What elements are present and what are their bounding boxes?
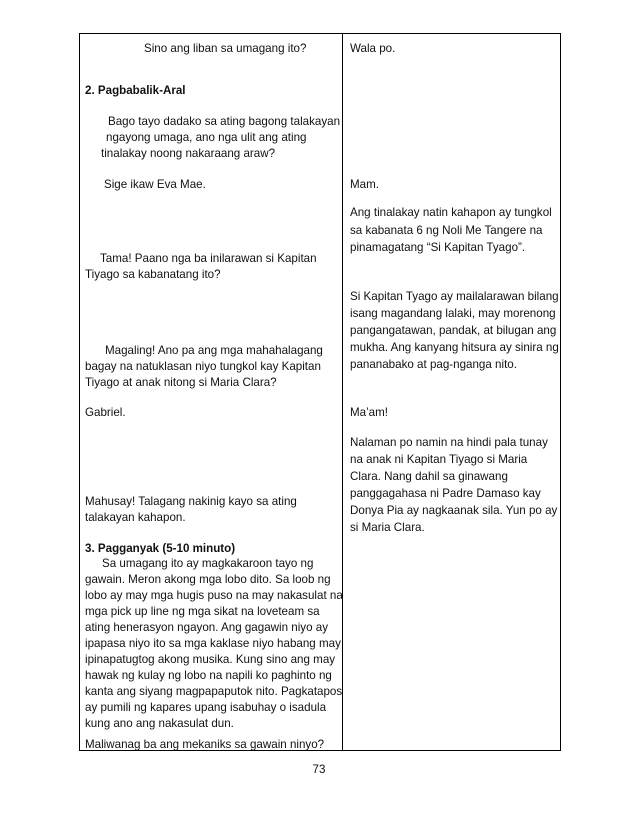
answer-description-line: isang magandang lalaki, may morenong [350, 307, 556, 320]
magaling-line: Tiyago at anak nitong si Maria Clara? [85, 376, 277, 389]
tama-line: Tiyago sa kabanatang ito? [85, 268, 221, 281]
call-gabriel: Gabriel. [85, 406, 126, 419]
pagganyak-line: mga pick up line ng mga sikat na loveteam sa [85, 605, 320, 618]
answer-maam: Ma’am! [350, 406, 389, 419]
answer-description-line: pangangatawan, pandak, at bilugan ang [350, 324, 557, 337]
pagganyak-line: kanta ang siyang magpapaputok nito. Pagkatapos [85, 685, 343, 698]
tama-line: Tama! Paano nga ba inilarawan si Kapitan [100, 252, 317, 265]
pagganyak-line: lobo ay may mga hugis puso na may nakasulat na [85, 589, 343, 602]
magaling-line: bagay na natuklasan niyo tungkol kay Kapitan [85, 360, 321, 373]
question-absent: Sino ang liban sa umagang ito? [144, 42, 307, 55]
pagganyak-line: ipinapatugtog akong musika. Kung sino ang may [85, 653, 336, 666]
mahusay-line: talakayan kahapon. [85, 511, 186, 524]
answer-maria-clara-line: na anak ni Kapitan Tiyago si Maria [350, 453, 528, 466]
review-line: tinalakay noong nakaraang araw? [101, 147, 276, 160]
answer-review-line: pinamagatang “Si Kapitan Tyago”. [350, 241, 526, 254]
answer-description-line: pananabako at pag-nganga nito. [350, 358, 517, 371]
answer-description-line: mukha. Ang kanyang hitsura ay sinira ng [350, 341, 559, 354]
review-line: ngayong umaga, ano nga ulit ang ating [106, 131, 307, 144]
mahusay-line: Mahusay! Talagang nakinig kayo sa ating [85, 495, 297, 508]
answer-description-line: Si Kapitan Tyago ay mailalarawan bilang [350, 290, 559, 303]
review-line: Bago tayo dadako sa ating bagong talakayan [108, 115, 341, 128]
call-eva-mae: Sige ikaw Eva Mae. [104, 178, 206, 191]
pagganyak-line: hawak ng kulay ng lobo na napili ko paghinto ng [85, 669, 332, 682]
pagganyak-line: ay pumili ng kapares upang isabuhay o isadula [85, 701, 327, 714]
pagganyak-line: ipapasa niyo ito sa mga kaklase niyo habang may [85, 637, 341, 650]
answer-review-line: sa kabanata 6 ng Noli Me Tangere na [350, 224, 543, 237]
answer-maria-clara-line: panggagahasa ni Padre Damaso kay [350, 487, 541, 500]
answer-wala-po: Wala po. [350, 42, 396, 55]
pagganyak-line: gawain. Meron akong mga lobo dito. Sa loob ng [85, 573, 331, 586]
maliwanag-question: Maliwanag ba ang mekaniks sa gawain ninyo? [85, 738, 325, 751]
answer-maria-clara-line: Nalaman po namin na hindi pala tunay [350, 436, 548, 449]
answer-maria-clara-line: Clara. Nang dahil sa ginawang [350, 470, 508, 483]
answer-review-line: Ang tinalakay natin kahapon ay tungkol [350, 206, 552, 219]
answer-maria-clara-line: Donya Pia ay nagkaanak sila. Yun po ay [350, 504, 558, 517]
pagganyak-line: kung ano ang nakasulat dun. [85, 717, 234, 730]
column-divider [342, 34, 343, 750]
magaling-line: Magaling! Ano pa ang mga mahahalagang [105, 344, 323, 357]
pagganyak-line: ating henerasyon ngayon. Ang gagawin niyo ay [85, 621, 329, 634]
pagganyak-line: Sa umagang ito ay magkakaroon tayo ng [102, 557, 314, 570]
lesson-table [79, 33, 561, 751]
section-heading-pagganyak: 3. Pagganyak (5-10 minuto) [85, 542, 236, 555]
section-heading-pagbabalik-aral: 2. Pagbabalik-Aral [85, 84, 186, 97]
answer-maria-clara-line: si Maria Clara. [350, 521, 425, 534]
answer-mam: Mam. [350, 178, 379, 191]
page-number: 73 [312, 763, 326, 776]
